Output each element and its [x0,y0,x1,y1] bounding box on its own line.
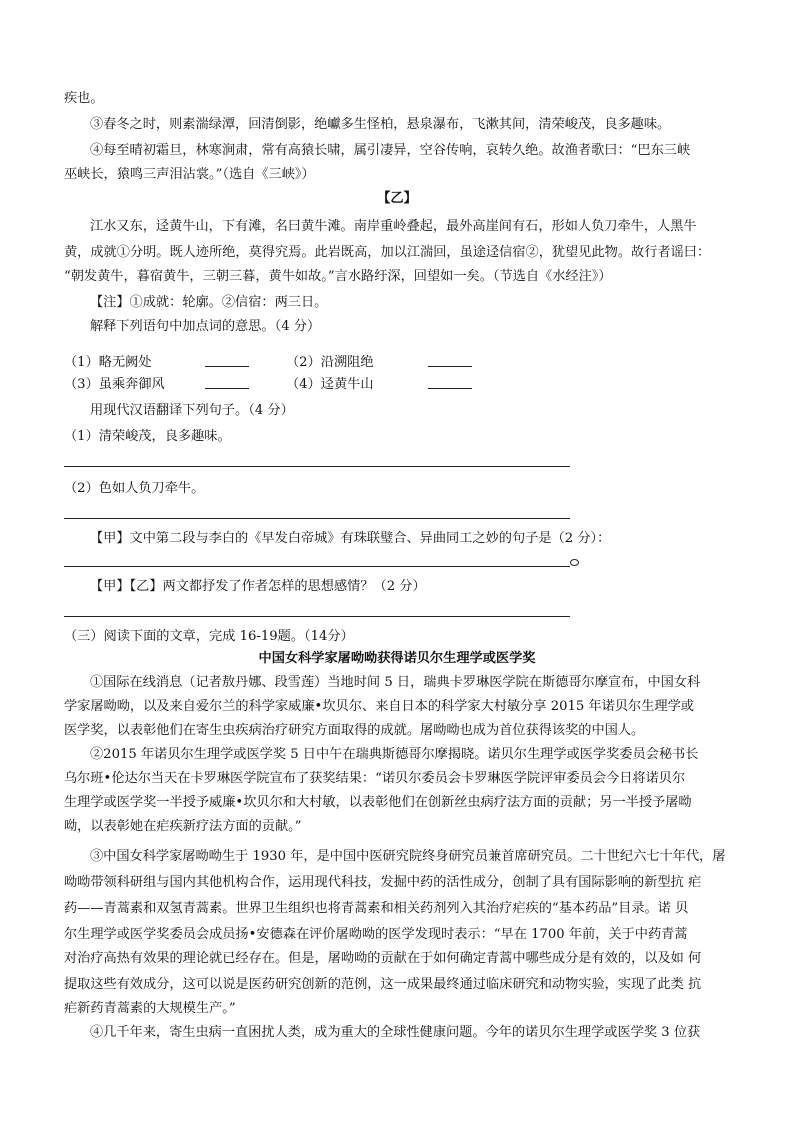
article-p2-line-1: ②2015 年诺贝尔生理学或医学奖 5 日中午在瑞典斯德哥尔摩揭晓。诺贝尔生理学或医学奖委员会秘书长 [90,747,699,762]
translate-sentence-1: （1）清荣峻茂，良多趣味。 [64,429,231,444]
article-p2-line-3: 生理学或医学奖一半授予威廉•坎贝尔和大村敏，以表彰他们在创新丝虫病疗法方面的贡献；另一半授予屠呦 [64,795,692,810]
article-p2-line-2: 乌尔班•伦达尔当天在卡罗琳医学院宣布了获奖结果：“诺贝尔委员会卡罗琳医学院评审委员会今日将诺贝尔 [64,771,686,786]
explain-item-2 [286,354,374,372]
passage-yi-line-2: 黄，成就①分明。既人迹所绝，莫得究焉。此岩既高，加以江湍回，虽途迳信宿②，犹望见此物。故行者谣曰： [64,245,711,260]
explain-answer-blank-1[interactable] [205,354,249,373]
article-p3-line-7: 疟新药青蒿素的大规模生产。” [64,1001,236,1016]
article-p1-line-3: 医学奖，以表彰他们在寄生虫疾病治疗研究方面取得的成就。屠呦呦也成为首位获得该奖的中国人。 [64,723,645,738]
answer-line-translate-2[interactable] [64,518,570,519]
answer-line-translate-1[interactable] [64,466,570,467]
question-feeling-prompt: 【甲】【乙】两文都抒发了作者怎样的思想感情？（2 分） [90,579,426,594]
question-compare-prompt: 【甲】文中第二段与李白的《早发白帝城》有珠联璧合、异曲同工之妙的句子是（2 分）： [90,531,611,546]
item-number: （4） [286,377,321,392]
translate-sentence-2: （2）色如人负刀牵牛。 [64,481,205,496]
explain-item-1 [64,354,152,372]
explain-answer-blank-2[interactable] [428,354,472,373]
article-p4-line-1: ④几千年来，寄生虫病一直困扰人类，成为重大的全球性健康问题。今年的诺贝尔生理学或医学奖 3 位获 [90,1025,701,1040]
item-number: （2） [286,355,321,370]
item-number: （3） [64,377,99,392]
item-text: 迳黄牛山 [320,377,374,392]
item-text: 略无阙处 [98,355,152,370]
article-p2-line-4: 呦，以表彰她在疟疾新疗法方面的贡献。” [64,819,302,834]
item-text: 虽乘奔御风 [98,377,165,392]
article-p3-line-2: 呦呦带领科研组与国内其他机构合作，运用现代科技，发掘中药的活性成分，创制了具有国际影响的新型抗 疟 [64,875,702,890]
question-explain-prompt: 解释下列语句中加点词的意思。（4 分） [90,319,321,334]
passage-yi-line-3: “朝发黄牛，暮宿黄牛，三朝三暮，黄牛如故。”言水路纡深，回望如一矣。（节选自《水经注》） [64,269,612,284]
article-p3-line-3: 药——青蒿素和双氢青蒿素。世界卫生组织也将青蒿素和相关药剂列入其治疗疟疾的“基本药品”目录。诺 贝 [64,901,689,916]
passage-jia-paragraph-4-line-1: ④每至晴初霜旦，林寒涧肃，常有高猿长啸，属引凄异，空谷传响，哀转久绝。故渔者歌曰：“巴东三峡 [90,143,691,158]
item-number: （1） [64,355,99,370]
article-p3-line-4: 尔生理学或医学奖委员会成员扬•安德森在评价屠呦呦的医学发现时表示：“早在 1700 年前，关于中药青蒿 [64,927,688,942]
question-translate-prompt: 用现代汉语翻译下列句子。（4 分） [90,403,294,418]
answer-line-compare[interactable] [64,566,570,567]
passage-jia-paragraph-4-line-2: 巫峡长，猿鸣三声泪沾裳。”（选自《三峡》） [64,167,315,182]
passage-yi-note: 【注】①成就：轮廓。②信宿：两三日。 [90,295,328,310]
section-3-intro: （三）阅读下面的文章，完成 16-19题。（14分） [64,629,354,644]
explain-item-3 [64,376,165,394]
period-mark-icon [570,559,579,566]
article-p3-line-1: ③中国女科学家屠呦呦生于 1930 年，是中国中医研究院终身研究员兼首席研究员。二十世纪六七十年代，屠 [90,849,726,864]
passage-jia-paragraph-3: ③春冬之时，则素湍绿潭，回清倒影，绝巘多生怪柏，悬泉瀑布，飞漱其间，清荣峻茂，良多趣味。 [90,117,671,132]
explain-answer-blank-4[interactable] [428,376,472,395]
article-title: 中国女科学家屠呦呦获得诺贝尔生理学或医学奖 [258,651,536,666]
explain-answer-blank-3[interactable] [205,376,249,395]
item-text: 沿溯阻绝 [320,355,374,370]
passage-yi-heading: 【乙】 [377,191,417,206]
article-p3-line-6: 提取这些有效成分，这可以说是医药研究创新的范例，这一成果最终通过临床研究和动物实验，实现了此类 抗 [64,977,702,992]
article-p1-line-1: ①国际在线消息（记者敖丹娜、段雪莲）当地时间 5 日，瑞典卡罗琳医学院在斯德哥尔摩宣布，中国女科 [90,675,701,690]
article-p3-line-5: 对治疗高热有效果的理论就已经存在。但是，屠呦呦的贡献在于如何确定青蒿中哪些成分是有效的，以及如 何 [64,951,702,966]
article-p1-line-2: 学家屠呦呦，以及来自爱尔兰的科学家威廉•坎贝尔、来自日本的科学家大村敏分享 2015 年诺贝尔生理学或 [64,699,694,714]
passage-yi-line-1: 江水又东，迳黄牛山，下有滩，名曰黄牛滩。南岸重岭叠起，最外高崖间有石，形如人负刀牵牛，人黑牛 [90,219,697,234]
passage-jia-tail: 疾也。 [64,91,104,106]
answer-line-feeling[interactable] [64,616,570,617]
explain-item-4 [286,376,374,394]
